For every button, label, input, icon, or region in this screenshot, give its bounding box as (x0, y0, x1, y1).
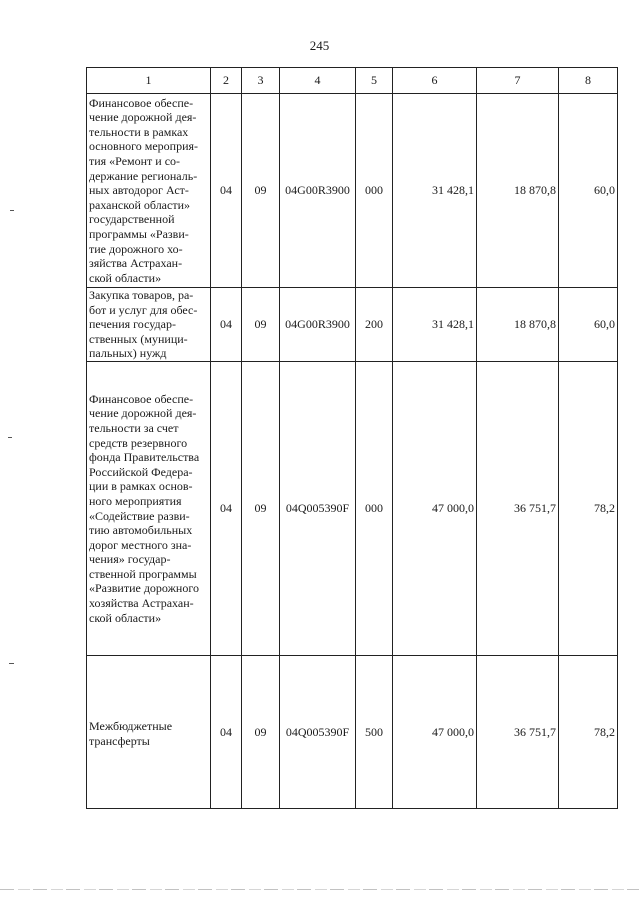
row-description: Межбюджетные трансферты (87, 656, 211, 809)
row-section: 04 (211, 362, 242, 656)
header-row (87, 68, 618, 94)
scan-mark (9, 663, 14, 664)
row-percent: 78,2 (559, 656, 618, 809)
header-col-4: 4 (280, 68, 356, 94)
row-section: 04 (211, 288, 242, 362)
row-subsection: 09 (242, 656, 280, 809)
row-subsection: 09 (242, 362, 280, 656)
table-row (87, 656, 618, 809)
scan-mark (10, 210, 14, 211)
budget-table (86, 67, 618, 809)
row-target-article: 04G00R3900 (280, 288, 356, 362)
header-col-3: 3 (242, 68, 280, 94)
row-subsection: 09 (242, 94, 280, 288)
row-description: Финансовое обеспе- чение дорожной дея- тельности в рамках основного мероприя- тия «Ремонт и со- держание региональ- ных автодорог Аст- раханской области» государственной программы «Разви- тие дорожного хо- зяйства Астрахан- ской области» (87, 94, 211, 288)
header-col-2: 2 (211, 68, 242, 94)
row-percent: 60,0 (559, 288, 618, 362)
scan-mark (8, 437, 12, 438)
row-description: Закупка товаров, ра- бот и услуг для обес- печения государ- ственных (муници- пальных) нужд (87, 288, 211, 362)
header-col-7: 7 (477, 68, 559, 94)
header-col-8: 8 (559, 68, 618, 94)
row-executed: 18 870,8 (477, 288, 559, 362)
row-target-article: 04Q005390F (280, 656, 356, 809)
row-executed: 36 751,7 (477, 362, 559, 656)
row-subsection: 09 (242, 288, 280, 362)
row-expense-type: 000 (356, 362, 393, 656)
row-planned: 47 000,0 (393, 362, 477, 656)
row-expense-type: 000 (356, 94, 393, 288)
row-executed: 36 751,7 (477, 656, 559, 809)
row-percent: 78,2 (559, 362, 618, 656)
scan-edge-line (0, 889, 639, 890)
header-col-5: 5 (356, 68, 393, 94)
row-expense-type: 500 (356, 656, 393, 809)
row-executed: 18 870,8 (477, 94, 559, 288)
row-planned: 31 428,1 (393, 94, 477, 288)
table-row (87, 288, 618, 362)
row-planned: 31 428,1 (393, 288, 477, 362)
row-percent: 60,0 (559, 94, 618, 288)
row-section: 04 (211, 94, 242, 288)
row-planned: 47 000,0 (393, 656, 477, 809)
header-col-1: 1 (87, 68, 211, 94)
row-section: 04 (211, 656, 242, 809)
header-col-6: 6 (393, 68, 477, 94)
row-target-article: 04Q005390F (280, 362, 356, 656)
row-target-article: 04G00R3900 (280, 94, 356, 288)
row-description: Финансовое обеспе- чение дорожной дея- тельности за счет средств резервного фонда Правительства Российской Федера- ции в рамках основ- ного мероприятия «Содействие разви- тию автомобильных дорог местного зна- чения» государ- ственной программы «Развитие дорожного хозяйства Астрахан- ской области» (87, 362, 211, 656)
row-expense-type: 200 (356, 288, 393, 362)
table-row (87, 94, 618, 288)
page-number: 245 (309, 38, 330, 53)
table-row (87, 362, 618, 656)
